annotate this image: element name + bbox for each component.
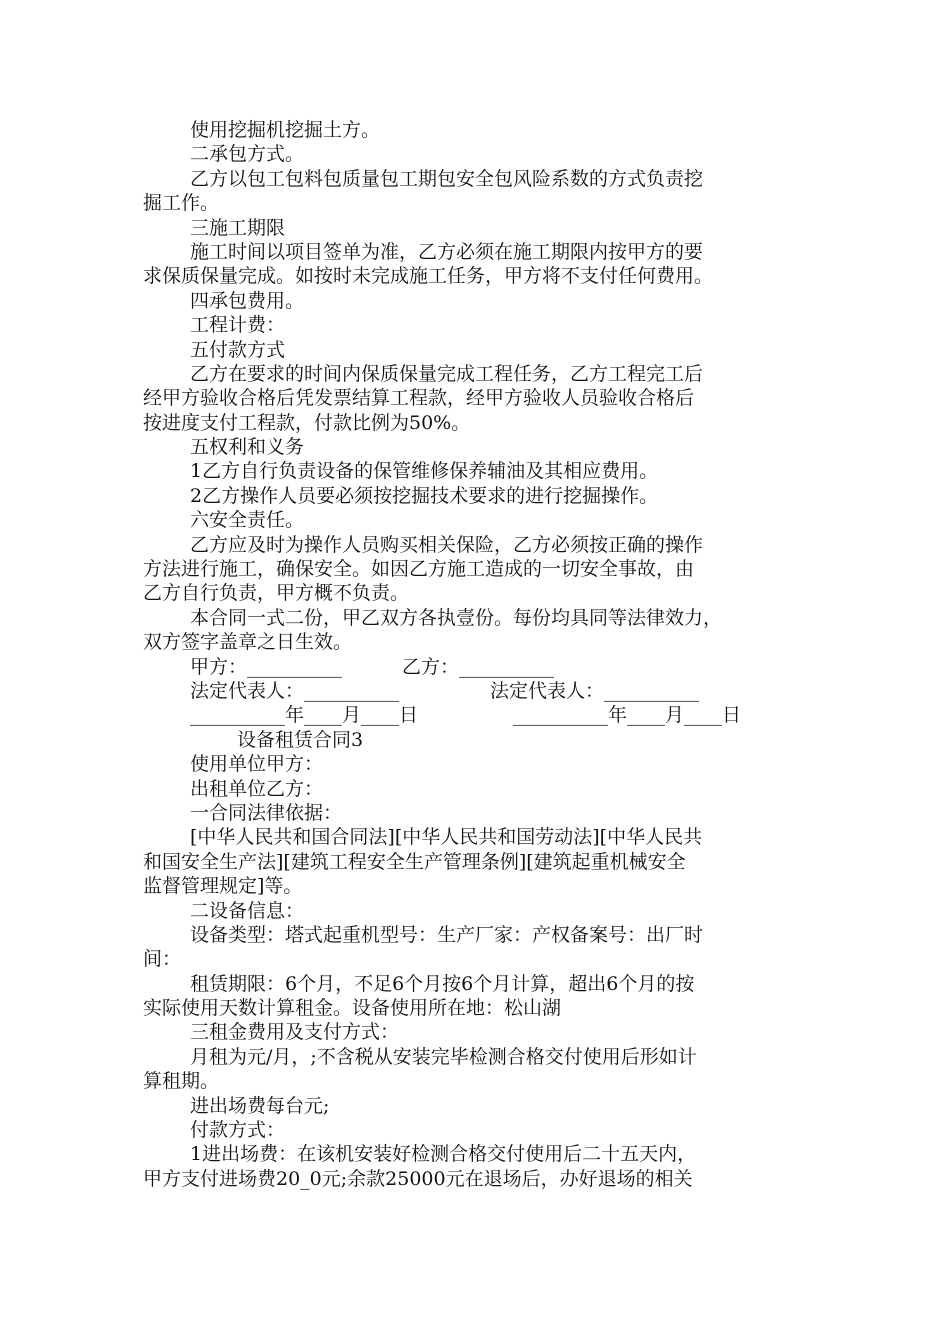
date-a-signature: __________年____月____日 bbox=[190, 704, 419, 727]
text-line: 进出场费每台元; bbox=[190, 1094, 330, 1117]
text-line: 求保质保量完成。如按时未完成施工任务，甲方将不支付任何费用。 bbox=[143, 265, 714, 288]
text-line: 六安全责任。 bbox=[190, 509, 305, 532]
contract-section-2 bbox=[143, 728, 808, 1191]
date-b-signature: __________年____月____日 bbox=[513, 704, 742, 727]
text-line: 间： bbox=[143, 948, 182, 971]
signature-party-row bbox=[143, 655, 808, 679]
text-line: 月租为元/月，;不含税从安装完毕检测合格交付使用后形如计 bbox=[190, 1045, 697, 1068]
text-line: 乙方应及时为操作人员购买相关保险，乙方必须按正确的操作 bbox=[190, 533, 704, 556]
text-line: 二承包方式。 bbox=[190, 143, 305, 166]
text-line: 三施工期限 bbox=[190, 216, 286, 239]
text-line: 一合同法律依据： bbox=[190, 801, 343, 824]
text-line: 施工时间以项目签单为准，乙方必须在施工期限内按甲方的要 bbox=[190, 240, 704, 263]
text-line: 三租金费用及支付方式： bbox=[190, 1021, 400, 1044]
document-body bbox=[143, 118, 808, 1191]
text-line: 使用挖掘机挖掘土方。 bbox=[190, 119, 381, 141]
text-line: 设备类型：塔式起重机型号：生产厂家：产权备案号：出厂时 bbox=[190, 923, 704, 946]
text-line: 监督管理规定]等。 bbox=[143, 875, 303, 898]
text-line: 乙方自行负责，甲方概不负责。 bbox=[143, 582, 410, 605]
text-line: 四承包费用。 bbox=[190, 289, 305, 312]
text-line: 1乙方自行负责设备的保管维修保养辅油及其相应费用。 bbox=[190, 460, 659, 483]
rep-a-signature: 法定代表人：__________ bbox=[190, 679, 400, 702]
text-line: 使用单位甲方： bbox=[190, 753, 324, 776]
signature-date-row bbox=[143, 703, 808, 727]
text-line: 双方签字盖章之日生效。 bbox=[143, 631, 353, 654]
text-line: 乙方以包工包料包质量包工期包安全包风险系数的方式负责挖 bbox=[190, 167, 704, 190]
text-line: 二设备信息： bbox=[190, 899, 305, 922]
rep-b-signature: 法定代表人：__________ bbox=[490, 679, 700, 702]
text-line: 经甲方验收合格后凭发票结算工程款，经甲方验收人员验收合格后 bbox=[143, 387, 695, 410]
text-line: 五付款方式 bbox=[190, 338, 286, 361]
text-line: 设备租赁合同3 bbox=[237, 728, 364, 751]
text-line: 和国安全生产法][建筑工程安全生产管理条例][建筑起重机械安全 bbox=[143, 850, 686, 873]
text-line: 1进出场费：在该机安装好检测合格交付使用后二十五天内， bbox=[190, 1143, 697, 1166]
text-line: [中华人民共和国合同法][中华人民共和国劳动法][中华人民共 bbox=[190, 826, 703, 849]
text-line: 付款方式： bbox=[190, 1119, 286, 1142]
text-line: 算租期。 bbox=[143, 1070, 220, 1093]
text-line: 租赁期限：6个月，不足6个月按6个月计算，超出6个月的按 bbox=[190, 972, 695, 995]
text-line: 掘工作。 bbox=[143, 192, 220, 215]
contract-section-1 bbox=[143, 118, 808, 655]
party-a-signature: 甲方：__________ bbox=[190, 655, 343, 678]
text-line: 方法进行施工，确保安全。如因乙方施工造成的一切安全事故，由 bbox=[143, 558, 695, 581]
text-line: 按进度支付工程款，付款比例为50%。 bbox=[143, 411, 471, 434]
text-line: 实际使用天数计算租金。设备使用所在地：松山湖 bbox=[143, 997, 562, 1020]
text-line: 2乙方操作人员要必须按挖掘技术要求的进行挖掘操作。 bbox=[190, 484, 659, 507]
text-line: 出租单位乙方： bbox=[190, 777, 324, 800]
text-line: 五权利和义务 bbox=[190, 436, 305, 459]
text-line: 甲方支付进场费20_0元;余款25000元在退场后，办好退场的相关 bbox=[143, 1167, 693, 1190]
signature-rep-row bbox=[143, 679, 808, 703]
text-line: 本合同一式二份，甲乙双方各执壹份。每份均具同等法律效力， bbox=[190, 606, 723, 629]
party-b-signature: 乙方：__________ bbox=[402, 655, 555, 678]
text-line: 工程计费： bbox=[190, 314, 286, 337]
text-line: 乙方在要求的时间内保质保量完成工程任务，乙方工程完工后 bbox=[190, 362, 704, 385]
